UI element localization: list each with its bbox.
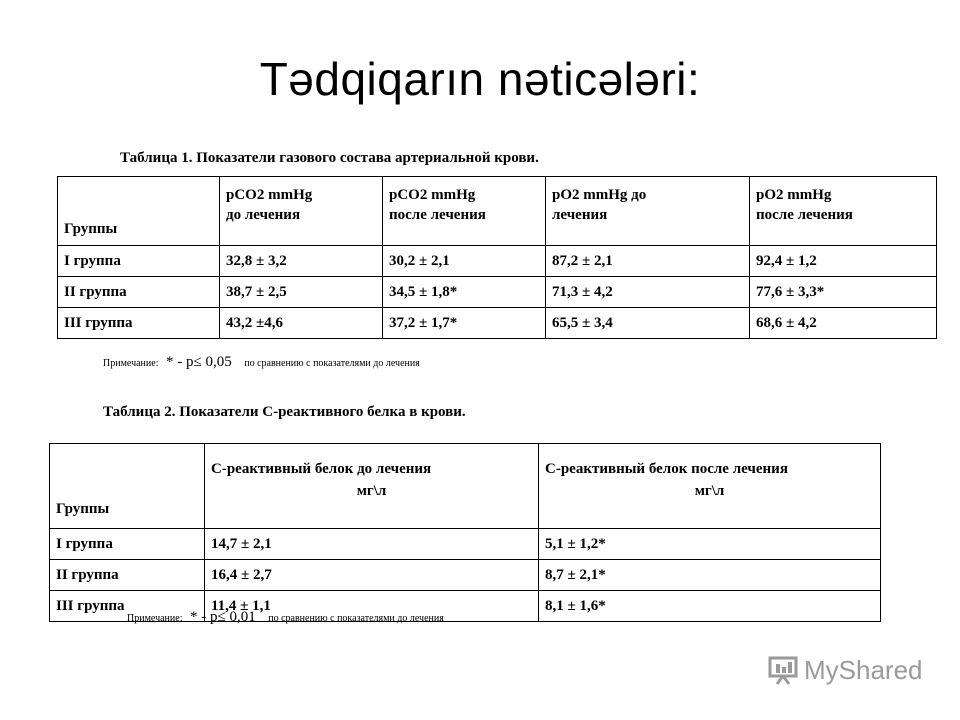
note-label: Примечание:	[103, 358, 159, 369]
presentation-icon	[768, 656, 800, 686]
table1-note	[103, 354, 420, 371]
table-cell: 32,8 ± 3,2	[220, 246, 383, 277]
table-cell: 77,6 ± 3,3*	[750, 277, 937, 308]
table-cell: 65,5 ± 3,4	[546, 308, 750, 339]
note-text: по сравнению с показателями до лечения	[244, 358, 420, 369]
table-cell: 8,1 ± 1,6*	[539, 591, 881, 622]
table-cell: 8,7 ± 2,1*	[539, 560, 881, 591]
table-cell: II группа	[50, 560, 205, 591]
note-label: Примечание:	[127, 613, 183, 624]
table-header-row	[58, 177, 937, 246]
table-cell: 30,2 ± 2,1	[383, 246, 546, 277]
table-cell: 14,7 ± 2,1	[205, 529, 539, 560]
table-cell: 92,4 ± 1,2	[750, 246, 937, 277]
header-groups: Группы	[58, 177, 220, 246]
table-cell: 43,2 ±4,6	[220, 308, 383, 339]
table-cell: I группа	[58, 246, 220, 277]
note-significance: * - p≤ 0,05	[165, 354, 232, 370]
table1-caption: Таблица 1. Показатели газового состава артериальной крови.	[120, 150, 539, 166]
blood-gas-table	[57, 176, 937, 339]
header-po2-after: pO2 mmHg после лечения	[750, 177, 937, 246]
table-cell: II группа	[58, 277, 220, 308]
note-text: по сравнению с показателями до лечения	[268, 613, 444, 624]
header-pco2-before: pCO2 mmHg до лечения	[220, 177, 383, 246]
table-cell: I группа	[50, 529, 205, 560]
header-groups: Группы	[50, 444, 205, 529]
watermark-text: MyShared	[804, 655, 923, 685]
table-cell: 71,3 ± 4,2	[546, 277, 750, 308]
table-row	[58, 246, 937, 277]
table-cell: III группа	[50, 591, 205, 622]
note-significance: * - p≤ 0,01	[189, 609, 256, 625]
header-crp-after: С-реактивный белок после лечения мг\л	[539, 444, 881, 529]
table-cell: 34,5 ± 1,8*	[383, 277, 546, 308]
table-cell: 11,4 ± 1,1	[205, 591, 539, 622]
table-cell: 16,4 ± 2,7	[205, 560, 539, 591]
table-cell: 37,2 ± 1,7*	[383, 308, 546, 339]
table-cell: 5,1 ± 1,2*	[539, 529, 881, 560]
crp-table	[49, 443, 881, 622]
header-pco2-after: pCO2 mmHg после лечения	[383, 177, 546, 246]
header-po2-before: pO2 mmHg до лечения	[546, 177, 750, 246]
table-row	[50, 529, 881, 560]
header-crp-before: С-реактивный белок до лечения мг\л	[205, 444, 539, 529]
table-cell: 87,2 ± 2,1	[546, 246, 750, 277]
table-cell: 38,7 ± 2,5	[220, 277, 383, 308]
table2-caption: Таблица 2. Показатели С-реактивного белка в крови.	[103, 404, 466, 420]
table-cell: III группа	[58, 308, 220, 339]
watermark-logo	[768, 655, 923, 686]
table-row	[58, 277, 937, 308]
slide-title: Tədqiqarın nəticələri:	[259, 53, 701, 105]
table-header-row	[50, 444, 881, 529]
table-cell: 68,6 ± 4,2	[750, 308, 937, 339]
table-row	[50, 560, 881, 591]
table2-note	[127, 609, 444, 626]
table-row	[58, 308, 937, 339]
